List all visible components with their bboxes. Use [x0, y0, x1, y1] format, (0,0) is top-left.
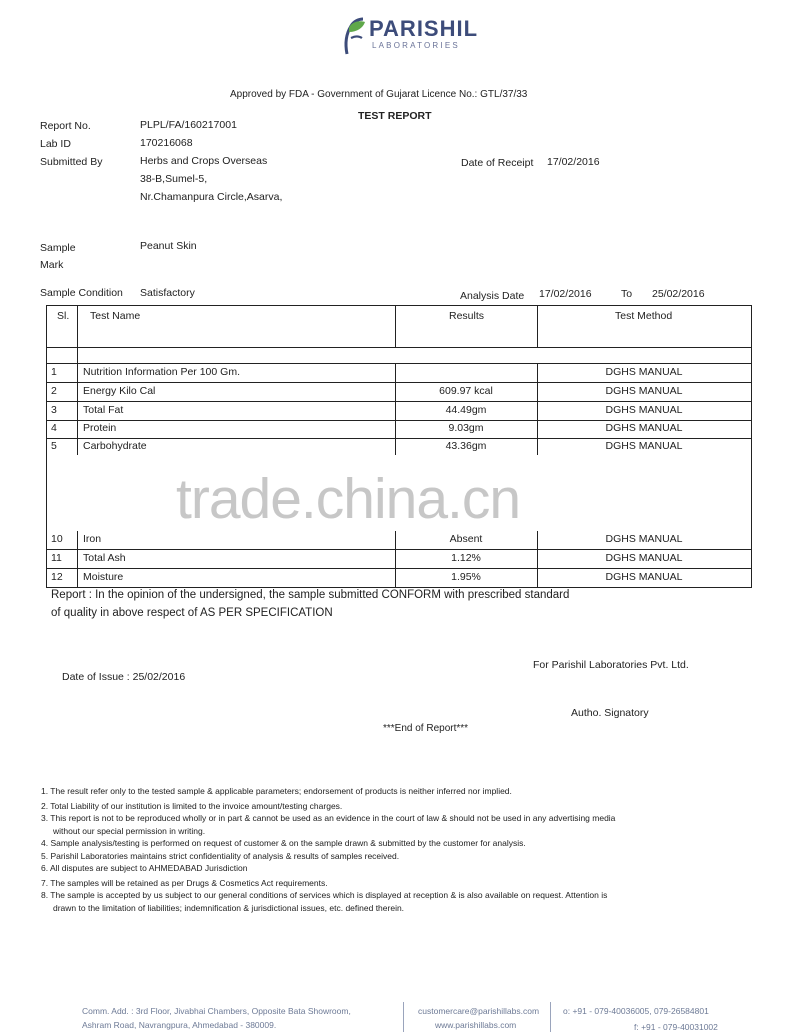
- note-item-continued: without our special permission in writing.: [53, 825, 206, 836]
- row-divider: [47, 382, 751, 383]
- row-sl: 12: [51, 571, 63, 583]
- report-conclusion-line-1: Report : In the opinion of the undersigned, the sample submitted CONFORM with prescribed standard: [51, 589, 570, 601]
- header-sl: Sl.: [57, 310, 70, 322]
- footer-address-2: Ashram Road, Navrangpura, Ahmedabad - 380009.: [82, 1020, 277, 1030]
- report-title: TEST REPORT: [358, 110, 432, 122]
- row-sl: 10: [51, 533, 63, 545]
- sample-label: Sample: [40, 242, 76, 254]
- row-test-name: Total Fat: [83, 404, 124, 416]
- row-method: DGHS MANUAL: [605, 533, 683, 545]
- row-result: 9.03gm: [448, 422, 484, 434]
- row-divider: [47, 401, 751, 402]
- footer-address-1: Comm. Add. : 3rd Floor, Jivabhai Chambers, Opposite Bata Showroom,: [82, 1006, 351, 1016]
- row-test-name: Moisture: [83, 571, 124, 583]
- row-sl: 2: [51, 385, 57, 397]
- row-divider: [47, 347, 751, 348]
- date-receipt-value: 17/02/2016: [547, 156, 600, 168]
- date-of-issue: Date of Issue : 25/02/2016: [62, 671, 186, 683]
- row-method: DGHS MANUAL: [605, 422, 683, 434]
- logo-subtitle: LABORATORIES: [372, 41, 460, 50]
- watermark-text: trade.china.cn: [176, 467, 521, 531]
- row-test-name: Total Ash: [83, 552, 126, 564]
- date-receipt-label: Date of Receipt: [461, 157, 534, 169]
- footer-divider: [403, 1002, 404, 1032]
- analysis-date-label: Analysis Date: [460, 290, 525, 302]
- row-test-name: Protein: [83, 422, 117, 434]
- note-item-continued: drawn to the limitation of liabilities; indemnification & jurisdictional issues, etc. defined therein.: [53, 902, 405, 913]
- company-logo: [335, 14, 479, 54]
- report-no-value: PLPL/FA/160217001: [140, 119, 237, 131]
- row-result: 609.97 kcal: [439, 385, 493, 397]
- leaf-logo-icon: [335, 16, 369, 56]
- address-line-2: Nr.Chamanpura Circle,Asarva,: [140, 191, 283, 203]
- note-item: 3. This report is not to be reproduced wholly or in part & cannot be used as an evidence in the court of law & should not be used in any advertising media: [41, 813, 616, 823]
- approval-line: Approved by FDA - Government of Gujarat Licence No.: GTL/37/33: [230, 89, 528, 100]
- row-test-name: Carbohydrate: [83, 440, 147, 452]
- row-sl: 1: [51, 366, 57, 378]
- address-line-1: 38-B,Sumel-5,: [140, 173, 208, 185]
- header-test-method: Test Method: [615, 310, 673, 322]
- row-sl: 3: [51, 404, 57, 416]
- row-sl: 11: [51, 552, 62, 564]
- row-test-name: Energy Kilo Cal: [83, 385, 156, 397]
- analysis-to-label: To: [621, 288, 633, 300]
- row-sl: 4: [51, 422, 57, 434]
- note-item: 8. The sample is accepted by us subject to our general conditions of services which is displayed at reception & is also available on request. Attention is: [41, 890, 608, 900]
- note-item: 2. Total Liability of our institution is limited to the invoice amount/testing charges.: [41, 800, 343, 811]
- footer-fax: f: +91 - 079-40031002: [634, 1022, 718, 1032]
- row-method: DGHS MANUAL: [605, 385, 683, 397]
- row-result: 1.12%: [451, 552, 481, 564]
- report-conclusion-line-2: of quality in above respect of AS PER SPECIFICATION: [51, 607, 333, 619]
- results-table: [46, 305, 752, 588]
- row-result: 1.95%: [451, 571, 481, 583]
- row-divider: [47, 438, 751, 439]
- sample-condition-label: Sample Condition: [40, 287, 123, 299]
- sample-mark-value: Peanut Skin: [140, 240, 197, 252]
- submitted-by-value: Herbs and Crops Overseas: [140, 155, 268, 167]
- for-company: For Parishil Laboratories Pvt. Ltd.: [533, 659, 689, 671]
- row-result: 43.36gm: [445, 440, 487, 452]
- footer-email: customercare@parishillabs.com: [418, 1006, 540, 1016]
- analysis-from-value: 17/02/2016: [539, 288, 592, 300]
- row-divider: [47, 420, 751, 421]
- footer-website: www.parishillabs.com: [435, 1020, 517, 1030]
- lab-id-value: 170216068: [140, 137, 193, 149]
- note-item: 1. The result refer only to the tested sample & applicable parameters; endorsement of products is neither inferred nor implied.: [41, 786, 512, 796]
- analysis-to-value: 25/02/2016: [652, 288, 705, 300]
- row-divider: [47, 568, 751, 569]
- row-result: Absent: [449, 533, 483, 545]
- row-test-name: Nutrition Information Per 100 Gm.: [83, 366, 240, 378]
- report-no-label: Report No.: [40, 120, 91, 132]
- page-footer: [0, 1002, 800, 1036]
- note-item: 5. Parishil Laboratories maintains strict confidentiality of analysis & results of samples received.: [41, 850, 400, 861]
- note-item: 7. The samples will be retained as per Drugs & Cosmetics Act requirements.: [41, 877, 328, 888]
- row-method: DGHS MANUAL: [605, 440, 683, 452]
- col-divider: [537, 306, 538, 348]
- row-result: 44.49gm: [445, 404, 487, 416]
- authorised-signatory: Autho. Signatory: [571, 707, 649, 719]
- logo-name: PARISHIL: [369, 16, 479, 41]
- row-method: DGHS MANUAL: [605, 571, 683, 583]
- footer-divider: [550, 1002, 551, 1032]
- row-divider: [47, 549, 751, 550]
- submitted-by-label: Submitted By: [40, 156, 103, 168]
- sample-condition-value: Satisfactory: [140, 287, 195, 299]
- note-item: 4. Sample analysis/testing is performed on request of customer & on the sample drawn & submitted by the customer for analysis.: [41, 838, 526, 848]
- row-method: DGHS MANUAL: [605, 404, 683, 416]
- col-divider: [395, 306, 396, 348]
- row-divider: [47, 363, 751, 364]
- header-test-name: Test Name: [90, 310, 141, 322]
- end-of-report: ***End of Report***: [383, 723, 469, 734]
- row-sl: 5: [51, 440, 57, 452]
- mark-label: Mark: [40, 259, 64, 271]
- note-item: 6. All disputes are subject to AHMEDABAD Jurisdiction: [41, 863, 248, 873]
- row-method: DGHS MANUAL: [605, 552, 683, 564]
- terms-notes: [41, 785, 761, 914]
- footer-phone: o: +91 - 079-40036005, 079-26584801: [563, 1006, 709, 1016]
- col-divider: [77, 306, 78, 588]
- lab-id-label: Lab ID: [40, 138, 71, 150]
- row-test-name: Iron: [83, 533, 102, 545]
- row-method: DGHS MANUAL: [605, 366, 683, 378]
- header-results: Results: [449, 310, 485, 322]
